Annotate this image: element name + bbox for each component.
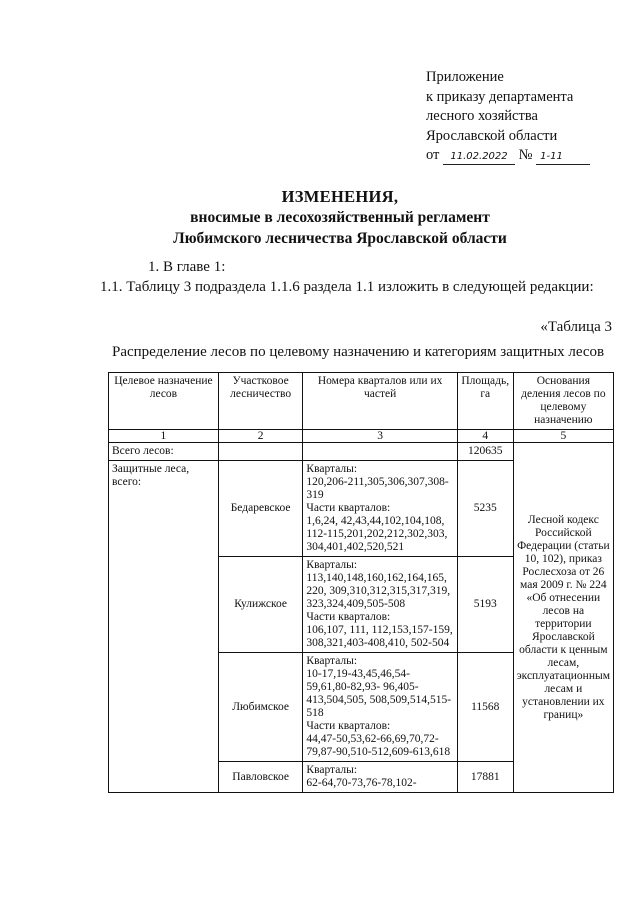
instruction-paragraph: 1.1. Таблицу 3 подраздела 1.1.6 раздела 1.1 изложить в следующей редакции:	[100, 279, 594, 295]
annex-line-2: к приказу департамента	[426, 88, 574, 105]
quarters-list: 10-17,19-43,45,46,54-59,61,80-82,93- 96,405-413,504,505, 508,509,514,515-518	[306, 668, 452, 719]
total-label: Всего лесов:	[109, 443, 219, 461]
number-label: №	[518, 147, 533, 163]
district-area: 11568	[457, 653, 513, 762]
quarters-label: Кварталы:	[306, 655, 358, 667]
number-value: 1-11	[536, 150, 590, 165]
district-name: Любимское	[218, 653, 303, 762]
district-name: Бедаревское	[218, 461, 303, 557]
annex-line-1: Приложение	[426, 69, 504, 85]
annex-date-row	[426, 146, 590, 166]
protective-label: Защитные леса, всего:	[109, 461, 219, 793]
basis-cell: Лесной кодекс Российской Федерации (статьи 10, 102), приказ Рослесхоза от 26 мая 2009 г. № 224 «Об отнесении лесов на территории Ярославской области к ценным лесам, эксплуатационным лесам и установлении их границ»	[513, 443, 613, 793]
quarters-cell	[303, 653, 457, 762]
header-quarters: Номера кварталов или их частей	[303, 373, 457, 430]
table-header-row	[109, 373, 614, 430]
column-number: 4	[457, 430, 513, 443]
header-area: Площадь, га	[457, 373, 513, 430]
parts-label: Части кварталов:	[306, 502, 391, 514]
date-prefix: от	[426, 147, 440, 163]
parts-list: 1,6,24, 42,43,44,102,104,108, 112-115,201,202,212,302,303, 304,401,402,520,521	[306, 515, 448, 553]
parts-label: Части кварталов:	[306, 720, 391, 732]
quarters-label: Кварталы:	[306, 559, 358, 571]
annex-line-3: лесного хозяйства	[426, 108, 538, 124]
title-line-3: Любимского лесничества Ярославской области	[173, 230, 507, 247]
district-area: 5193	[457, 557, 513, 653]
title-main: ИЗМЕНЕНИЯ,	[281, 187, 399, 206]
parts-list: 44,47-50,53,62-66,69,70,72-79,87-90,510-512,609-613,618	[306, 733, 451, 758]
header-district: Участковое лесничество	[218, 373, 303, 430]
quarters-list: 120,206-211,305,306,307,308-319	[306, 476, 449, 501]
quarters-cell	[303, 762, 457, 793]
district-name: Павловское	[218, 762, 303, 793]
table-caption: Распределение лесов по целевому назначению и категориям защитных лесов	[112, 344, 605, 360]
parts-label: Части кварталов:	[306, 611, 391, 623]
chapter-heading: 1. В главе 1:	[148, 259, 226, 275]
title-line-2: вносимые в лесохозяйственный регламент	[190, 209, 490, 226]
column-number: 3	[303, 430, 457, 443]
date-value: 11.02.2022	[443, 150, 515, 165]
quarters-label: Кварталы:	[306, 764, 358, 776]
total-area: 120635	[457, 443, 513, 461]
quarters-cell	[303, 461, 457, 557]
header-basis: Основания деления лесов по целевому назначению	[513, 373, 613, 430]
column-number: 1	[109, 430, 219, 443]
quarters-list: 62-64,70-73,76-78,102-	[306, 777, 417, 789]
table-number: «Таблица 3	[540, 319, 612, 335]
column-number-row	[109, 430, 614, 443]
district-name: Кулижское	[218, 557, 303, 653]
quarters-label: Кварталы:	[306, 463, 358, 475]
district-area: 17881	[457, 762, 513, 793]
quarters-list: 113,140,148,160,162,164,165, 220, 309,310,312,315,317,319, 323,324,409,505-508	[306, 572, 451, 610]
quarters-cell	[303, 557, 457, 653]
total-row	[109, 443, 614, 461]
parts-list: 106,107, 111, 112,153,157-159, 308,321,403-408,410, 502-504	[306, 624, 453, 649]
document-title	[60, 186, 620, 249]
column-number: 2	[218, 430, 303, 443]
district-area: 5235	[457, 461, 513, 557]
header-purpose: Целевое назначение лесов	[109, 373, 219, 430]
annex-block	[426, 68, 590, 166]
forest-distribution-table	[108, 372, 614, 793]
annex-line-4: Ярославской области	[426, 127, 558, 144]
column-number: 5	[513, 430, 613, 443]
